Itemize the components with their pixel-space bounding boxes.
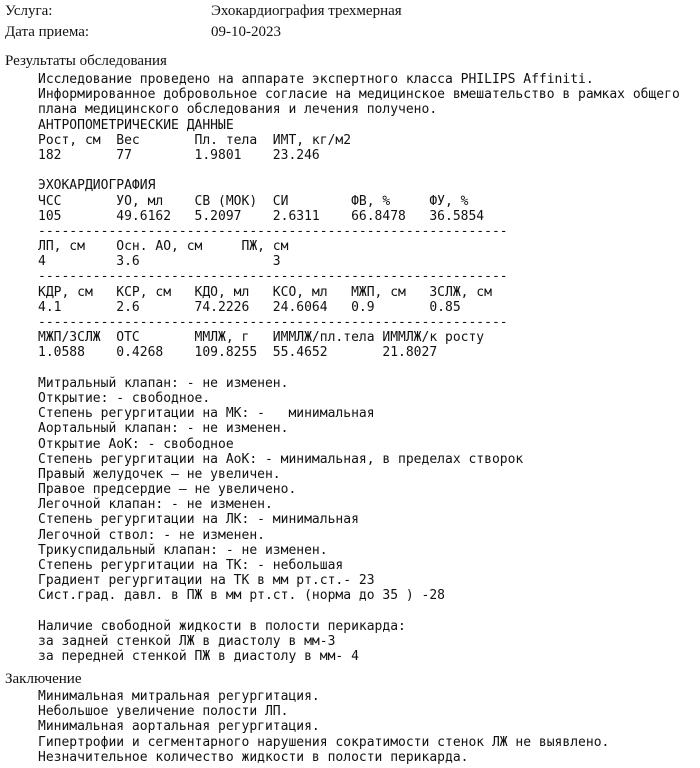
results-line: 182 77 1.9801 23.246 — [38, 147, 320, 163]
results-line: Степень регургитации на МК: - минимальная — [38, 406, 375, 422]
results-line: Легочной клапан: - не изменен. — [38, 497, 273, 513]
conclusion-title: Заключение — [5, 671, 82, 687]
results-line: МЖП/ЗСЛЖ ОТС ММЛЖ, г ИММЛЖ/пл.тела ИММЛЖ/к росту — [38, 330, 485, 346]
results-line: ------------------------------------------------------------ — [38, 269, 508, 285]
results-line: Исследование проведено на аппарате экспертного класса PHILIPS Affiniti. — [38, 72, 594, 87]
results-line — [38, 604, 680, 619]
results-line: Степень регургитации на ТК: - небольшая — [38, 558, 344, 573]
results-line: Легочной ствол: - не изменен. — [38, 527, 265, 543]
service-value: Эхокардиография трехмерная — [211, 3, 402, 19]
results-line — [38, 163, 680, 178]
results-line: ЧСС УО, мл СВ (МОК) СИ ФВ, % ФУ, % — [38, 193, 469, 209]
results-line — [38, 361, 680, 376]
results-line: Правое предсердие — не увеличено. — [38, 482, 297, 498]
results-line: Трикуспидальный клапан: - не изменен. — [38, 542, 328, 558]
results-line: Наличие свободной жидкости в полости перикарда: — [38, 618, 406, 634]
conclusion-line: Минимальная митральная регургитация. — [38, 689, 320, 704]
conclusion-line: Гипертрофии и сегментарного нарушения сократимости стенок ЛЖ не выявлено. — [38, 734, 610, 750]
conclusion-line: Незначительное количество жидкости в полости перикарда. — [38, 749, 469, 765]
results-line: Степень регургитации на АоК: - минимальная, в пределах створок — [38, 451, 524, 467]
results-line: КДР, см КСР, см КДО, мл КСО, мл МЖП, см ЗСЛЖ, см — [38, 284, 492, 300]
date-label: Дата приема: — [5, 24, 90, 40]
results-line: ------------------------------------------------------------ — [38, 223, 508, 239]
results-line: Открытие АоК: - свободное — [38, 436, 234, 452]
results-line: Аортальный клапан: - не изменен. — [38, 421, 289, 437]
results-line: Митральный клапан: - не изменен. — [38, 375, 289, 391]
date-value: 09-10-2023 — [211, 24, 281, 40]
results-line: Правый желудочек — не увеличен. — [38, 466, 281, 482]
results-line: ------------------------------------------------------------ — [38, 315, 508, 330]
results-line: 1.0588 0.4268 109.8255 55.4652 21.8027 — [38, 345, 438, 361]
conclusion-line: Небольшое увеличение полости ЛП. — [38, 704, 289, 720]
service-label: Услуга: — [5, 3, 53, 19]
results-line: ЭХОКАРДИОГРАФИЯ — [38, 178, 156, 194]
results-line: 4.1 2.6 74.2226 24.6064 0.9 0.85 — [38, 299, 461, 315]
results-line: Градиент регургитации на ТК в мм рт.ст.- 23 — [38, 573, 375, 589]
results-line: ЛП, см Осн. АО, см ПЖ, см — [38, 239, 289, 255]
conclusion-text — [38, 689, 609, 765]
results-line: за задней стенкой ЛЖ в диастолу в мм-3 — [38, 633, 336, 649]
results-line: за передней стенкой ПЖ в диастолу в мм- 4 — [38, 649, 359, 665]
results-line: 4 3.6 3 — [38, 254, 281, 270]
conclusion-line: Минимальная аортальная регургитация. — [38, 719, 320, 735]
results-line: Открытие: - свободное. — [38, 390, 211, 406]
results-line: Сист.град. давл. в ПЖ в мм рт.ст. (норма до 35 ) -28 — [38, 588, 445, 604]
results-line: плана медицинского обследования и лечения получено. — [38, 102, 438, 118]
results-text — [38, 72, 680, 664]
results-line: Информированное добровольное согласие на медицинское вмешательство в рамках общего — [38, 87, 680, 103]
results-line: Степень регургитации на ЛК: - минимальная — [38, 512, 359, 528]
results-line: 105 49.6162 5.2097 2.6311 66.8478 36.5854 — [38, 208, 485, 224]
results-line: Рост, см Вес Пл. тела ИМТ, кг/м2 — [38, 132, 352, 148]
results-title: Результаты обследования — [5, 53, 167, 69]
results-line: АНТРОПОМЕТРИЧЕСКИЕ ДАННЫЕ — [38, 117, 234, 133]
